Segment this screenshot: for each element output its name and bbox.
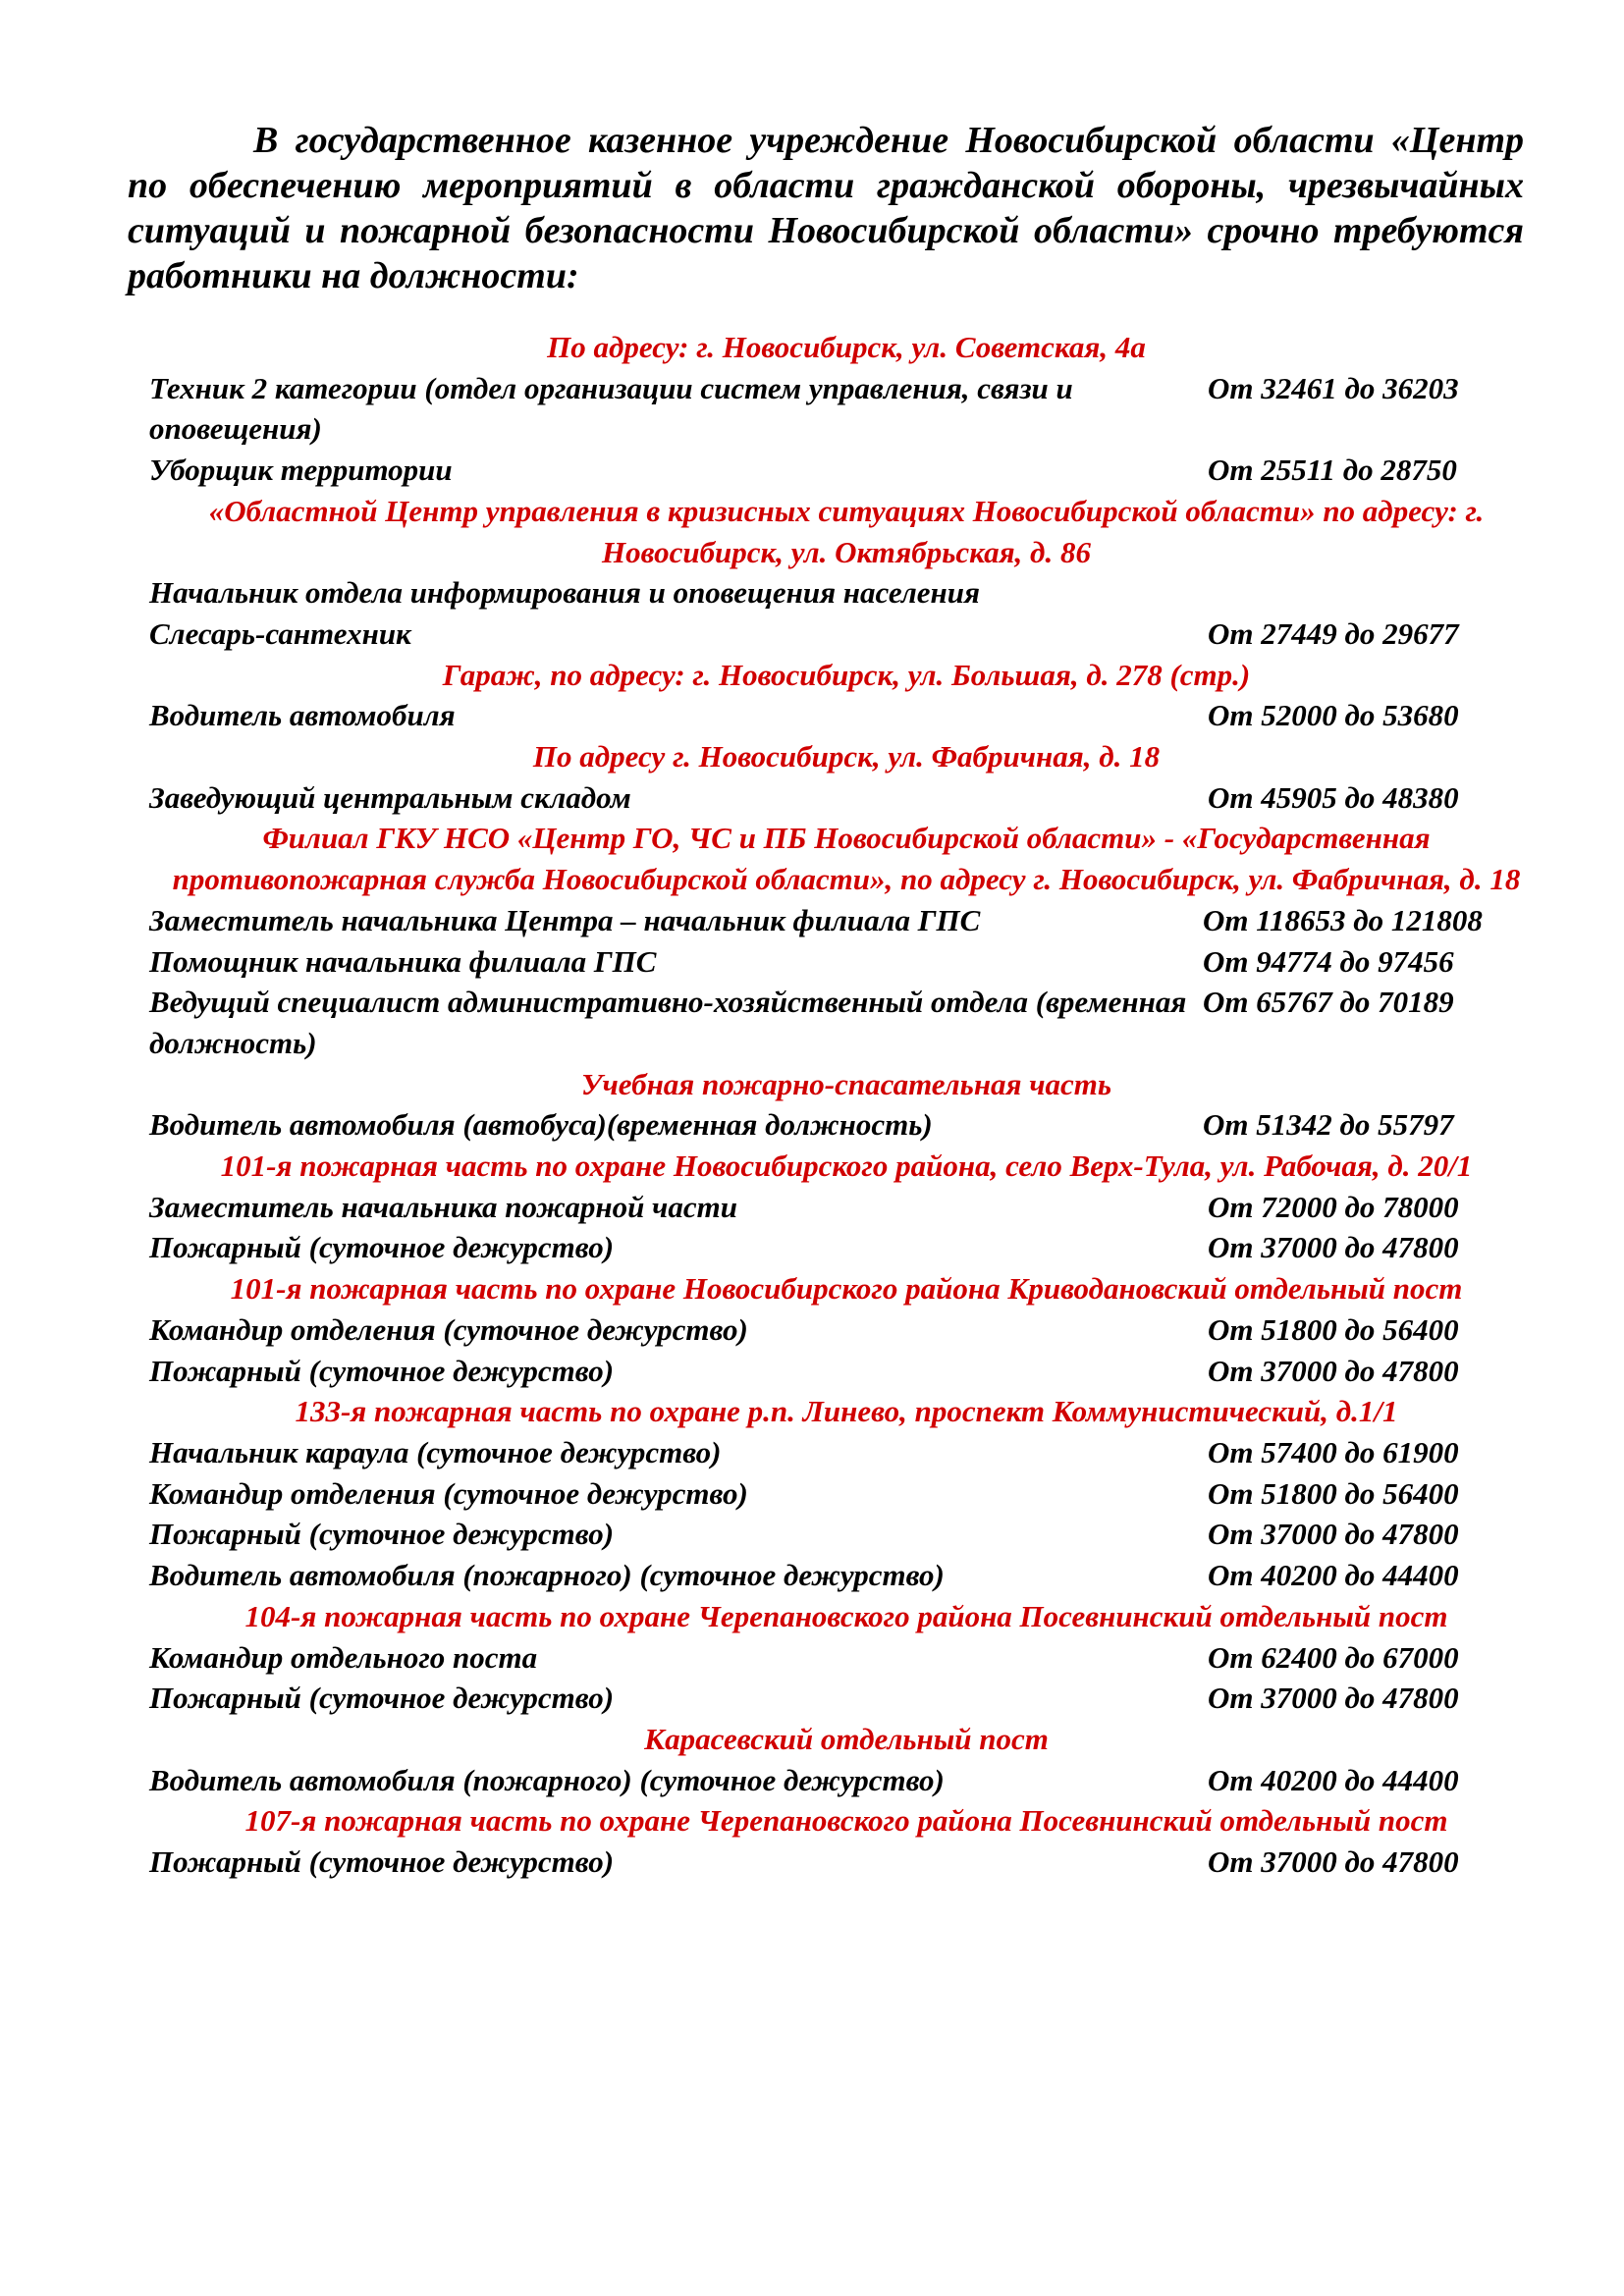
job-row — [149, 1432, 1543, 1473]
section-heading: По адресу г. Новосибирск, ул. Фабричная, д. 18 — [532, 739, 1161, 774]
job-title: Начальник отдела информирования и оповещения населения — [149, 575, 980, 611]
job-salary: От 32461 до 36203 — [1208, 370, 1459, 405]
job-title: Помощник начальника филиала ГПС — [149, 943, 657, 979]
job-title: Командир отделения (суточное дежурство) — [149, 1475, 748, 1511]
job-salary: От 118653 до 121808 — [1203, 902, 1483, 937]
job-title: Пожарный (суточное дежурство) — [149, 1844, 615, 1880]
job-salary: От 37000 до 47800 — [1208, 1353, 1459, 1388]
job-title: Заведующий центральным складом — [149, 779, 631, 815]
job-row — [149, 941, 1543, 983]
job-salary: От 57400 до 61900 — [1208, 1434, 1459, 1469]
intro-paragraph — [128, 118, 1524, 298]
job-title: Техник 2 категории (отдел организации систем управления, связи и оповещения) — [149, 370, 1073, 447]
job-salary: От 37000 до 47800 — [1208, 1844, 1459, 1880]
job-row — [149, 1842, 1543, 1883]
job-row — [149, 1555, 1543, 1596]
job-title: Водитель автомобиля — [149, 698, 456, 733]
job-salary: От 40200 до 44400 — [1208, 1762, 1459, 1797]
job-salary: От 51342 до 55797 — [1203, 1107, 1454, 1143]
job-row — [149, 1760, 1543, 1801]
job-row — [149, 572, 1543, 614]
job-salary: От 40200 до 44400 — [1208, 1558, 1459, 1593]
job-salary: От 37000 до 47800 — [1208, 1230, 1459, 1265]
job-row — [149, 614, 1543, 655]
job-salary: От 72000 до 78000 — [1208, 1189, 1459, 1224]
job-row — [149, 1473, 1543, 1515]
section-heading: 133-я пожарная часть по охране р.п. Линево, проспект Коммунистический, д.1/1 — [295, 1394, 1398, 1429]
section-heading: 107-я пожарная часть по охране Черепановского района Посевнинский отдельный пост — [244, 1803, 1448, 1839]
section-heading: Филиал ГКУ НСО «Центр ГО, ЧС и ПБ Новосибирской области» - «Государственная противопожарная служба Новосибирской области», по адресу г. Новосибирск, ул. Фабричная, д. 18 — [172, 821, 1521, 897]
job-title: Пожарный (суточное дежурство) — [149, 1353, 615, 1388]
job-title: Начальник караула (суточное дежурство) — [149, 1434, 722, 1469]
job-title: Ведущий специалист административно-хозяйственный отдела (временная должность) — [149, 985, 1187, 1060]
job-title: Заместитель начальника Центра – начальник филиала ГПС — [149, 902, 981, 937]
job-title: Водитель автомобиля (автобуса)(временная должность) — [149, 1107, 933, 1143]
job-row — [149, 900, 1543, 941]
section-heading: 104-я пожарная часть по охране Черепановского района Посевнинский отдельный пост — [244, 1598, 1448, 1633]
job-title: Слесарь-сантехник — [149, 615, 411, 651]
job-row — [149, 1104, 1543, 1146]
intro-text: В государственное казенное учреждение Новосибирской области «Центр по обеспечению мероприятий в области гражданской обороны, чрезвычайных ситуаций и пожарной безопасности Новосибирской области» срочно требуются работники на должности: — [128, 120, 1524, 296]
job-row — [149, 982, 1543, 1063]
job-row — [149, 1227, 1543, 1268]
job-row — [149, 1637, 1543, 1679]
section-heading: Учебная пожарно-спасательная часть — [580, 1066, 1112, 1101]
job-row — [149, 1514, 1543, 1555]
section-heading: По адресу: г. Новосибирск, ул. Советская, 4а — [547, 330, 1146, 364]
section-heading: Карасевский отдельный пост — [644, 1721, 1049, 1756]
job-row — [149, 1351, 1543, 1392]
job-title: Пожарный (суточное дежурство) — [149, 1230, 615, 1265]
job-title: Командир отдельного поста — [149, 1639, 538, 1675]
job-salary: От 52000 до 53680 — [1208, 698, 1459, 733]
job-row — [149, 368, 1543, 450]
job-row — [149, 695, 1543, 736]
section-heading: Гараж, по адресу: г. Новосибирск, ул. Большая, д. 278 (стр.) — [442, 657, 1251, 692]
job-title: Пожарный (суточное дежурство) — [149, 1681, 615, 1716]
job-salary: От 37000 до 47800 — [1208, 1681, 1459, 1716]
job-row — [149, 1309, 1543, 1351]
job-row — [149, 450, 1543, 491]
job-title: Командир отделения (суточное дежурство) — [149, 1311, 748, 1347]
job-salary: От 45905 до 48380 — [1208, 779, 1459, 815]
section-heading: 101-я пожарная часть по охране Новосибирского района Криводановский отдельный пост — [230, 1271, 1463, 1307]
job-salary: От 51800 до 56400 — [1208, 1475, 1459, 1511]
job-salary: От 51800 до 56400 — [1208, 1311, 1459, 1347]
job-salary: От 25511 до 28750 — [1208, 453, 1457, 488]
job-title: Пожарный (суточное дежурство) — [149, 1517, 615, 1552]
job-salary: От 27449 до 29677 — [1208, 615, 1459, 651]
job-title: Уборщик территории — [149, 453, 453, 488]
job-title: Водитель автомобиля (пожарного) (суточное дежурство) — [149, 1762, 945, 1797]
section-heading: 101-я пожарная часть по охране Новосибирского района, село Верх-Тула, ул. Рабочая, д. 20/1 — [220, 1148, 1473, 1184]
job-salary: От 94774 до 97456 — [1203, 943, 1454, 979]
job-row — [149, 777, 1543, 819]
job-salary: От 62400 до 67000 — [1208, 1639, 1459, 1675]
job-title: Заместитель начальника пожарной части — [149, 1189, 737, 1224]
job-title: Водитель автомобиля (пожарного) (суточное дежурство) — [149, 1558, 945, 1593]
vacancy-listing — [149, 327, 1543, 1883]
job-row — [149, 1187, 1543, 1228]
job-salary: От 37000 до 47800 — [1208, 1517, 1459, 1552]
section-heading: «Областной Центр управления в кризисных ситуациях Новосибирской области» по адресу: г. Новосибирск, ул. Октябрьская, д. 86 — [208, 493, 1485, 569]
job-row — [149, 1678, 1543, 1719]
job-salary: От 65767 до 70189 — [1203, 985, 1454, 1020]
